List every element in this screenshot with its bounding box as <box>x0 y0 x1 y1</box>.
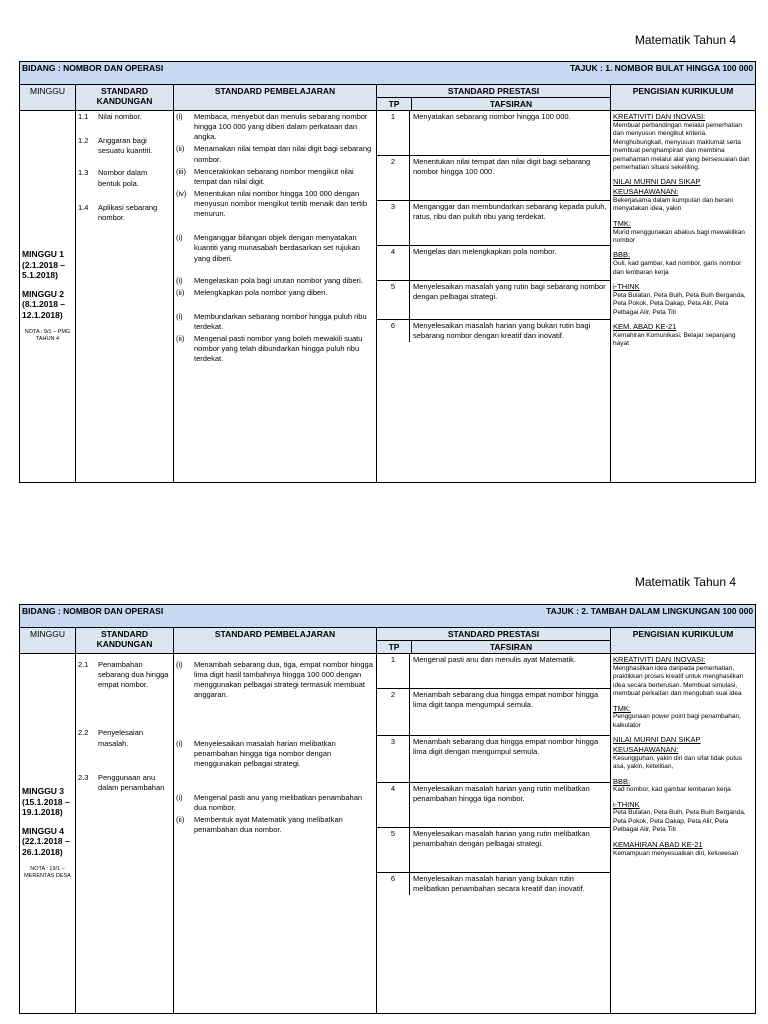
sp-text: Mengenal pasti nombor yang boleh mewakili suatu nombor yang telah dibundarkan hingga puluh ribu terdekat. <box>194 334 363 364</box>
tp-text: Menyelesaikan masalah harian yang bukan rutin melibatkan penambahan secara kreatif dan inovatif. <box>413 874 585 894</box>
sp-number: (ii) <box>176 144 185 154</box>
sk-cell <box>76 111 174 483</box>
sp-group <box>176 793 374 836</box>
header-pengisian: PENGISIAN KURIKULUM <box>611 85 756 111</box>
header-tp: TP <box>377 98 412 111</box>
pengisian-heading: BBB: <box>613 776 631 786</box>
page-header-2: Matematik Tahun 4 <box>634 575 736 589</box>
sp-number: (i) <box>176 311 183 321</box>
sp-text: Mencerakinkan sebarang nombor mengikut nilai tempat dan nilai digit. <box>194 166 354 186</box>
pengisian-section <box>613 704 753 731</box>
tp-text: Menyelesaikan masalah harian yang rutin melibatkan penambahan hingga tiga nombor. <box>413 784 590 804</box>
sk-item <box>78 773 171 793</box>
tp-text: Menentukan nilai tempat dan nilai digit bagi sebarang nombor hingga 100 000. <box>413 157 591 177</box>
header-prestasi: STANDARD PRESTASI <box>377 628 611 641</box>
tp-number: 3 <box>377 736 410 782</box>
tp-text: Mengelas dan melengkapkan pola nombor. <box>413 247 557 256</box>
sp-cell <box>174 654 377 1014</box>
sp-item <box>176 312 374 332</box>
tp-number: 1 <box>377 111 410 155</box>
tp-text: Menyelesaikan masalah harian yang bukan rutin bagi sebarang nombor dengan kreatif dan inovatif. <box>413 321 591 341</box>
pengisian-heading: TMK: <box>613 703 631 713</box>
page-header-1: Matematik Tahun 4 <box>634 33 736 47</box>
sp-number: (iv) <box>176 188 187 198</box>
tp-number: 1 <box>377 654 410 688</box>
sp-item <box>176 660 374 701</box>
sk-number: 2.3 <box>78 772 89 782</box>
pengisian-text: Murid menggunakan abakus bagi mewakilkan nombor <box>613 228 745 244</box>
header-tafsiran: TAFSIRAN <box>412 641 611 654</box>
pengisian-text: Kad nombor, kad gambar lembaran kerja <box>613 786 731 794</box>
tp-row <box>377 320 610 342</box>
sp-number: (ii) <box>176 334 185 344</box>
header-minggu: MINGGU <box>20 628 76 654</box>
sk-title: Nombor dalam bentuk pola. <box>98 168 148 188</box>
tp-number: 4 <box>377 783 410 827</box>
pengisian-section <box>613 177 753 213</box>
header-sp: STANDARD PEMBELAJARAN <box>174 628 377 654</box>
header-sp: STANDARD PEMBELAJARAN <box>174 85 377 111</box>
pengisian-heading: KEM. ABAD KE-21 <box>613 322 677 332</box>
pengisian-text: Kemampuan menyesuaikan diri, keluwesan <box>613 849 739 857</box>
tp-number: 4 <box>377 246 410 280</box>
sp-group <box>176 739 374 769</box>
sp-item <box>176 288 374 298</box>
pengisian-section <box>613 777 753 795</box>
tp-text: Menganggar dan membundarkan sebarang kepada puluh, ratus, ribu dan puluh ribu yang terdekat. <box>413 202 607 222</box>
sk-cell <box>76 654 174 1014</box>
sp-group <box>176 233 374 263</box>
tp-text: Menyelesaikan masalah yang rutin bagi sebarang nombor dengan pelbagai strategi. <box>413 282 606 302</box>
sp-number: (i) <box>176 112 183 121</box>
sk-item <box>78 728 171 748</box>
sp-text: Melengkapkan pola nombor yang diberi. <box>194 287 328 297</box>
sp-item <box>176 815 374 835</box>
pengisian-heading: NILAI MURNI DAN SIKAP KEUSAHAWANAN: <box>613 177 701 197</box>
tp-cell <box>377 654 611 1014</box>
pengisian-section <box>613 219 753 246</box>
rpt-table-1 <box>19 61 756 483</box>
header-tafsiran: TAFSIRAN <box>412 98 611 111</box>
sp-text: Menganggar bilangan objek dengan menyatakan kuantiti yang munasabah berdasarkan set rujukan yang diberi. <box>194 233 360 263</box>
nota: NOTA : 9/1 – PMG TAHUN 4 <box>24 328 71 343</box>
sp-number: (i) <box>176 738 183 748</box>
pengisian-text: Kesungguhan, yakin diri dan sifat tidak putus asa, yakin, ketelitian, <box>613 754 743 771</box>
pengisian-section <box>613 112 753 172</box>
sp-item <box>176 334 374 364</box>
sp-group <box>176 112 374 219</box>
sp-group <box>176 276 374 298</box>
tp-row <box>377 689 610 736</box>
sk-item <box>78 203 171 223</box>
pengisian-heading: BBB: <box>613 250 631 260</box>
header-tp: TP <box>377 641 412 654</box>
sp-text: Menamakan nilai tempat dan nilai digit bagi sebarang nombor. <box>194 144 372 164</box>
sk-item <box>78 136 171 156</box>
minggu-label: MINGGU 1 (2.1.2018 – 5.1.2018) <box>22 248 66 281</box>
sp-item <box>176 167 374 187</box>
sk-item <box>78 112 171 122</box>
sp-item <box>176 189 374 219</box>
pengisian-section <box>613 250 753 277</box>
tp-number: 2 <box>377 689 410 735</box>
sk-title: Nilai nombor. <box>98 112 142 121</box>
minggu-label: MINGGU 4 (22.1.2018 – 26.1.2018) <box>22 825 70 858</box>
sk-title: Aplikasi sebarang nombor. <box>98 202 158 222</box>
sk-title: Penggunaan anu dalam penambahan <box>98 772 165 792</box>
pengisian-cell <box>611 654 756 1014</box>
sp-number: (i) <box>176 233 183 243</box>
pengisian-section <box>613 800 753 835</box>
tp-text: Mengenal pasti anu dan menulis ayat Matematik. <box>413 655 577 664</box>
tp-number: 5 <box>377 828 410 872</box>
pengisian-section <box>613 322 753 349</box>
sp-text: Mengenal pasti anu yang melibatkan penambahan dua nombor. <box>194 792 363 812</box>
sp-item <box>176 112 374 142</box>
tp-number: 2 <box>377 156 410 200</box>
header-sk: STANDARD KANDUNGAN <box>76 628 174 654</box>
pengisian-heading: KREATIVITI DAN INOVASI: <box>613 112 706 121</box>
sp-item <box>176 144 374 164</box>
sp-text: Mengelaskan pola bagi urutan nombor yang diberi. <box>194 275 363 285</box>
sp-number: (i) <box>176 275 183 285</box>
pengisian-cell <box>611 111 756 483</box>
sp-number: (iii) <box>176 166 186 176</box>
sp-group <box>176 312 374 365</box>
rpt-table-2 <box>19 604 756 1014</box>
tp-row <box>377 281 610 320</box>
sk-number: 2.2 <box>78 728 89 738</box>
sp-text: Membaca, menyebut dan menulis sebarang nombor hingga 100 000 yang diberi dalam perkataan dan angka. <box>194 112 368 142</box>
header-pengisian: PENGISIAN KURIKULUM <box>611 628 756 654</box>
pengisian-text: Guli, kad gambar, kad nombor, garis nombor dan lembaran kerja <box>613 260 742 276</box>
sp-cell <box>174 111 377 483</box>
pengisian-text: Kemahiran Komunikasi, Belajar sepanjang hayat <box>613 331 736 348</box>
tp-list <box>377 111 610 342</box>
tajuk: TAJUK : 2. TAMBAH DALAM LINGKUNGAN 100 000 <box>546 606 754 616</box>
pengisian-heading: TMK: <box>613 218 631 228</box>
sp-text: Menentukan nilai nombor hingga 100 000 dengan menyusun nombor mengikut tertib menaik dan tertib menurun. <box>194 188 368 219</box>
pengisian-text: Membuat perbandingan melalui pemerhatian dan menyusun mengikut kriteria. Menghubungkait, menyusun maklumat serta membuat penghampiran dan membina pemahaman melalui alat yang bersesuaian dan pemerhatian situasi sekeliling. <box>613 121 750 171</box>
tp-row <box>377 783 610 828</box>
pengisian-heading: NILAI MURNI DAN SIKAP KEUSAHAWANAN: <box>613 735 701 754</box>
pengisian-heading: KREATIVITI DAN INOVASI: <box>613 655 706 664</box>
pengisian-heading: KEMAHIRAN ABAD KE-21 <box>613 839 703 849</box>
sk-title: Anggaran bagi sesuatu kuantiti. <box>98 136 153 156</box>
tp-text: Menambah sebarang dua hingga empat nombor hingga lima digit dengan mengumpul semula. <box>413 737 599 757</box>
pengisian-text: Peta Bulatan, Peta Buih, Peta Buih Berganda, Peta Pokok, Peta Dakap, Peta Alir, Peta Pelbagai Alir, Peta Titi <box>613 809 746 834</box>
nota: NOTA : 19/1 – MERENTAS DESA <box>24 865 71 880</box>
sp-number: (ii) <box>176 287 185 297</box>
pengisian-text: Bekerjasama dalam kumpulan dan berani menyatakan idea, yakin <box>613 196 733 213</box>
sp-item <box>176 793 374 813</box>
sp-number: (ii) <box>176 815 185 825</box>
tp-row <box>377 828 610 873</box>
sp-number: (i) <box>176 792 183 802</box>
tp-number: 6 <box>377 873 410 895</box>
pengisian-section <box>613 655 753 699</box>
header-prestasi: STANDARD PRESTASI <box>377 85 611 98</box>
tp-row <box>377 873 610 895</box>
pengisian-text: Menghasilkan idea daripada pemerhatian, praktikkan proses kreatif untuk menghasilkan idea secara berterusan. Membuat simulasi, membuat perkaitan dan mengubah suai idea <box>613 664 744 698</box>
sp-item <box>176 276 374 286</box>
minggu-cell <box>20 654 76 1014</box>
bidang: BIDANG : NOMBOR DAN OPERASI <box>22 63 164 73</box>
minggu-cell <box>20 111 76 483</box>
sk-number: 1.4 <box>78 202 89 212</box>
tp-cell <box>377 111 611 483</box>
sk-number: 2.1 <box>78 660 89 669</box>
sp-item <box>176 739 374 769</box>
tp-text: Menambah sebarang dua hingga empat nombor hingga lima digit tanpa mengumpul semula. <box>413 690 599 710</box>
pengisian-heading: i-THINK <box>613 799 640 809</box>
sp-number: (i) <box>176 660 183 669</box>
tp-text: Menyelesaikan masalah harian yang rutin melibatkan penambahan dengan pelbagai strategi. <box>413 829 590 849</box>
sp-text: Menambah sebarang dua, tiga, empat nombor hingga lima digit hasil tambahnya hingga 100 000 dengan menggunakan pelbagai strategi termasuk membuat anggaran. <box>194 660 373 700</box>
sk-number: 1.1 <box>78 112 89 121</box>
tp-number: 5 <box>377 281 410 319</box>
sp-group <box>176 660 374 701</box>
header-minggu: MINGGU <box>20 85 76 111</box>
sk-title: Penyelesaian masalah. <box>98 728 144 748</box>
tp-number: 3 <box>377 201 410 245</box>
sp-text: Membundarkan sebarang nombor hingga puluh ribu terdekat. <box>194 311 367 331</box>
tp-row <box>377 654 610 689</box>
sp-text: Menyelesaikan masalah harian melibatkan penambahan hingga tiga nombor dengan menggunakan pelbagai strategi. <box>194 738 336 768</box>
tajuk: TAJUK : 1. NOMBOR BULAT HINGGA 100 000 <box>569 63 754 73</box>
sk-item <box>78 168 171 188</box>
bidang: BIDANG : NOMBOR DAN OPERASI <box>22 606 164 616</box>
tp-text: Menyatakan sebarang nombor hingga 100 000. <box>413 112 571 121</box>
minggu-label: MINGGU 2 (8.1.2018 – 12.1.2018) <box>22 288 66 321</box>
tp-row <box>377 201 610 246</box>
tp-number: 6 <box>377 320 410 342</box>
tp-row <box>377 111 610 156</box>
pengisian-section <box>613 282 753 317</box>
minggu-label: MINGGU 3 (15.1.2018 – 19.1.2018) <box>22 785 70 818</box>
pengisian-heading: i-THINK <box>613 282 640 291</box>
pengisian-section <box>613 735 753 771</box>
sp-text: Membentuk ayat Matematik yang melibatkan penambahan dua nombor. <box>194 815 343 835</box>
sk-title: Penambahan sebarang dua hingga empat nombor. <box>98 660 169 690</box>
tp-row <box>377 736 610 783</box>
pengisian-text: Peta Bulatan, Peta Buih, Peta Buih Berganda, Peta Pokok, Peta Dakap, Peta Alir, Peta Pelbagai Alir, Peta Titi <box>613 291 746 316</box>
sk-number: 1.3 <box>78 168 89 178</box>
pengisian-text: Penggunaan power point bagi penambahan, kalkulator <box>613 713 741 729</box>
header-sk: STANDARD KANDUNGAN <box>76 85 174 111</box>
tp-row <box>377 156 610 201</box>
sk-number: 1.2 <box>78 136 89 146</box>
tp-row <box>377 246 610 281</box>
tp-list <box>377 654 610 895</box>
pengisian-section <box>613 840 753 858</box>
sp-item <box>176 233 374 263</box>
sk-item <box>78 660 171 690</box>
